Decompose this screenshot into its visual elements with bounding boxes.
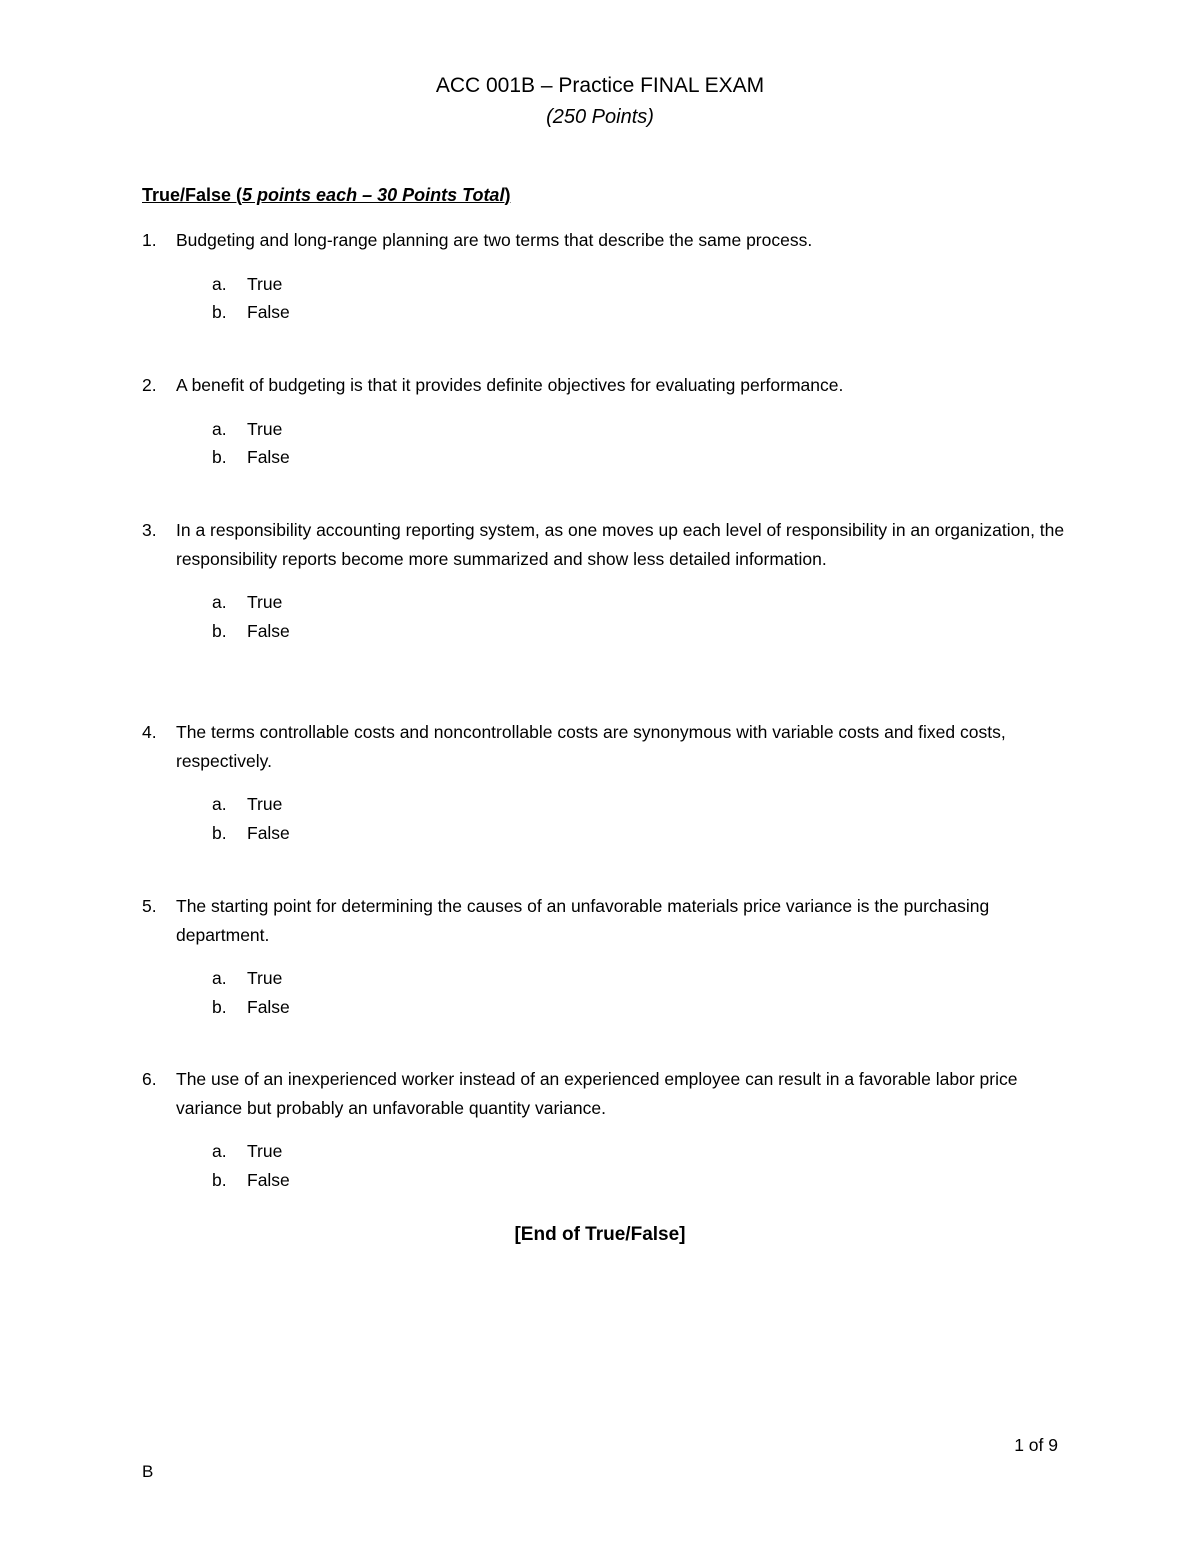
option-text: False xyxy=(247,996,290,1017)
option-letter: a. xyxy=(212,1141,227,1161)
question-3 xyxy=(142,516,1072,645)
option-text: False xyxy=(247,822,290,843)
section-heading-points: 5 points each – 30 Points Total xyxy=(242,185,505,205)
question-number: 6. xyxy=(142,1069,157,1089)
section-heading-label: True/False ( xyxy=(142,185,243,205)
question-number: 3. xyxy=(142,520,157,540)
answer-options xyxy=(212,270,1072,327)
option-letter: a. xyxy=(212,794,227,814)
question-4 xyxy=(142,718,1072,847)
question-number: 2. xyxy=(142,375,157,395)
question-2 xyxy=(142,371,1072,472)
question-text: The terms controllable costs and noncontrollable costs are synonymous with variable costs and fixed costs, respectively. xyxy=(176,722,1006,771)
question-1 xyxy=(142,226,1072,327)
question-5 xyxy=(142,892,1072,1021)
option-text: False xyxy=(247,447,290,467)
question-text: A benefit of budgeting is that it provides definite objectives for evaluating performance. xyxy=(176,375,844,395)
answer-option-true[interactable] xyxy=(212,588,1072,617)
option-letter: a. xyxy=(212,418,227,439)
option-text: True xyxy=(247,592,283,612)
section-end-marker: [End of True/False] xyxy=(514,1224,686,1245)
answer-options xyxy=(212,415,1072,472)
question-number: 4. xyxy=(142,722,157,742)
answer-option-true[interactable] xyxy=(212,1137,1072,1166)
question-text: Budgeting and long-range planning are two terms that describe the same process. xyxy=(176,230,813,250)
exam-version-mark: B xyxy=(142,1462,154,1481)
section-heading xyxy=(142,182,510,208)
option-letter: a. xyxy=(212,592,227,612)
answer-option-false[interactable] xyxy=(212,819,1072,848)
option-text: True xyxy=(247,1141,283,1161)
option-text: True xyxy=(247,273,283,294)
answer-options xyxy=(212,964,1072,1021)
option-text: False xyxy=(247,620,290,641)
answer-option-true[interactable] xyxy=(212,790,1072,819)
answer-option-false[interactable] xyxy=(212,1166,1072,1195)
exam-title: ACC 001B – Practice FINAL EXAM xyxy=(435,74,765,97)
answer-option-true[interactable] xyxy=(212,270,1072,299)
answer-option-false[interactable] xyxy=(212,617,1072,646)
option-letter: b. xyxy=(212,447,227,467)
question-text: The starting point for determining the causes of an unfavorable materials price variance is the purchasing department. xyxy=(176,896,990,945)
answer-option-false[interactable] xyxy=(212,298,1072,327)
question-text: In a responsibility accounting reporting system, as one moves up each level of responsibility in an organization, the responsibility reports become more summarized and show less detailed information. xyxy=(176,520,1065,569)
answer-option-false[interactable] xyxy=(212,443,1072,472)
answer-option-false[interactable] xyxy=(212,993,1072,1022)
option-text: True xyxy=(247,794,283,814)
option-letter: b. xyxy=(212,822,227,843)
option-letter: b. xyxy=(212,996,227,1017)
option-letter: b. xyxy=(212,1169,227,1190)
option-letter: b. xyxy=(212,620,227,641)
answer-option-true[interactable] xyxy=(212,415,1072,444)
question-number: 5. xyxy=(142,896,157,916)
option-text: False xyxy=(247,302,290,322)
option-text: False xyxy=(247,1169,290,1190)
option-letter: a. xyxy=(212,273,227,294)
answer-options xyxy=(212,588,1072,645)
question-number: 1. xyxy=(142,230,157,250)
answer-options xyxy=(212,790,1072,847)
exam-points-subtitle: (250 Points) xyxy=(546,106,654,128)
option-letter: a. xyxy=(212,968,227,988)
section-heading-close: ) xyxy=(504,185,511,205)
option-text: True xyxy=(247,968,283,988)
answer-options xyxy=(212,1137,1072,1194)
question-text: The use of an inexperienced worker instead of an experienced employee can result in a favorable labor price variance but probably an unfavorable quantity variance. xyxy=(176,1069,1018,1118)
answer-option-true[interactable] xyxy=(212,964,1072,993)
option-text: True xyxy=(247,418,283,439)
option-letter: b. xyxy=(212,302,227,322)
page-number: 1 of 9 xyxy=(1014,1435,1058,1455)
question-6 xyxy=(142,1065,1072,1194)
